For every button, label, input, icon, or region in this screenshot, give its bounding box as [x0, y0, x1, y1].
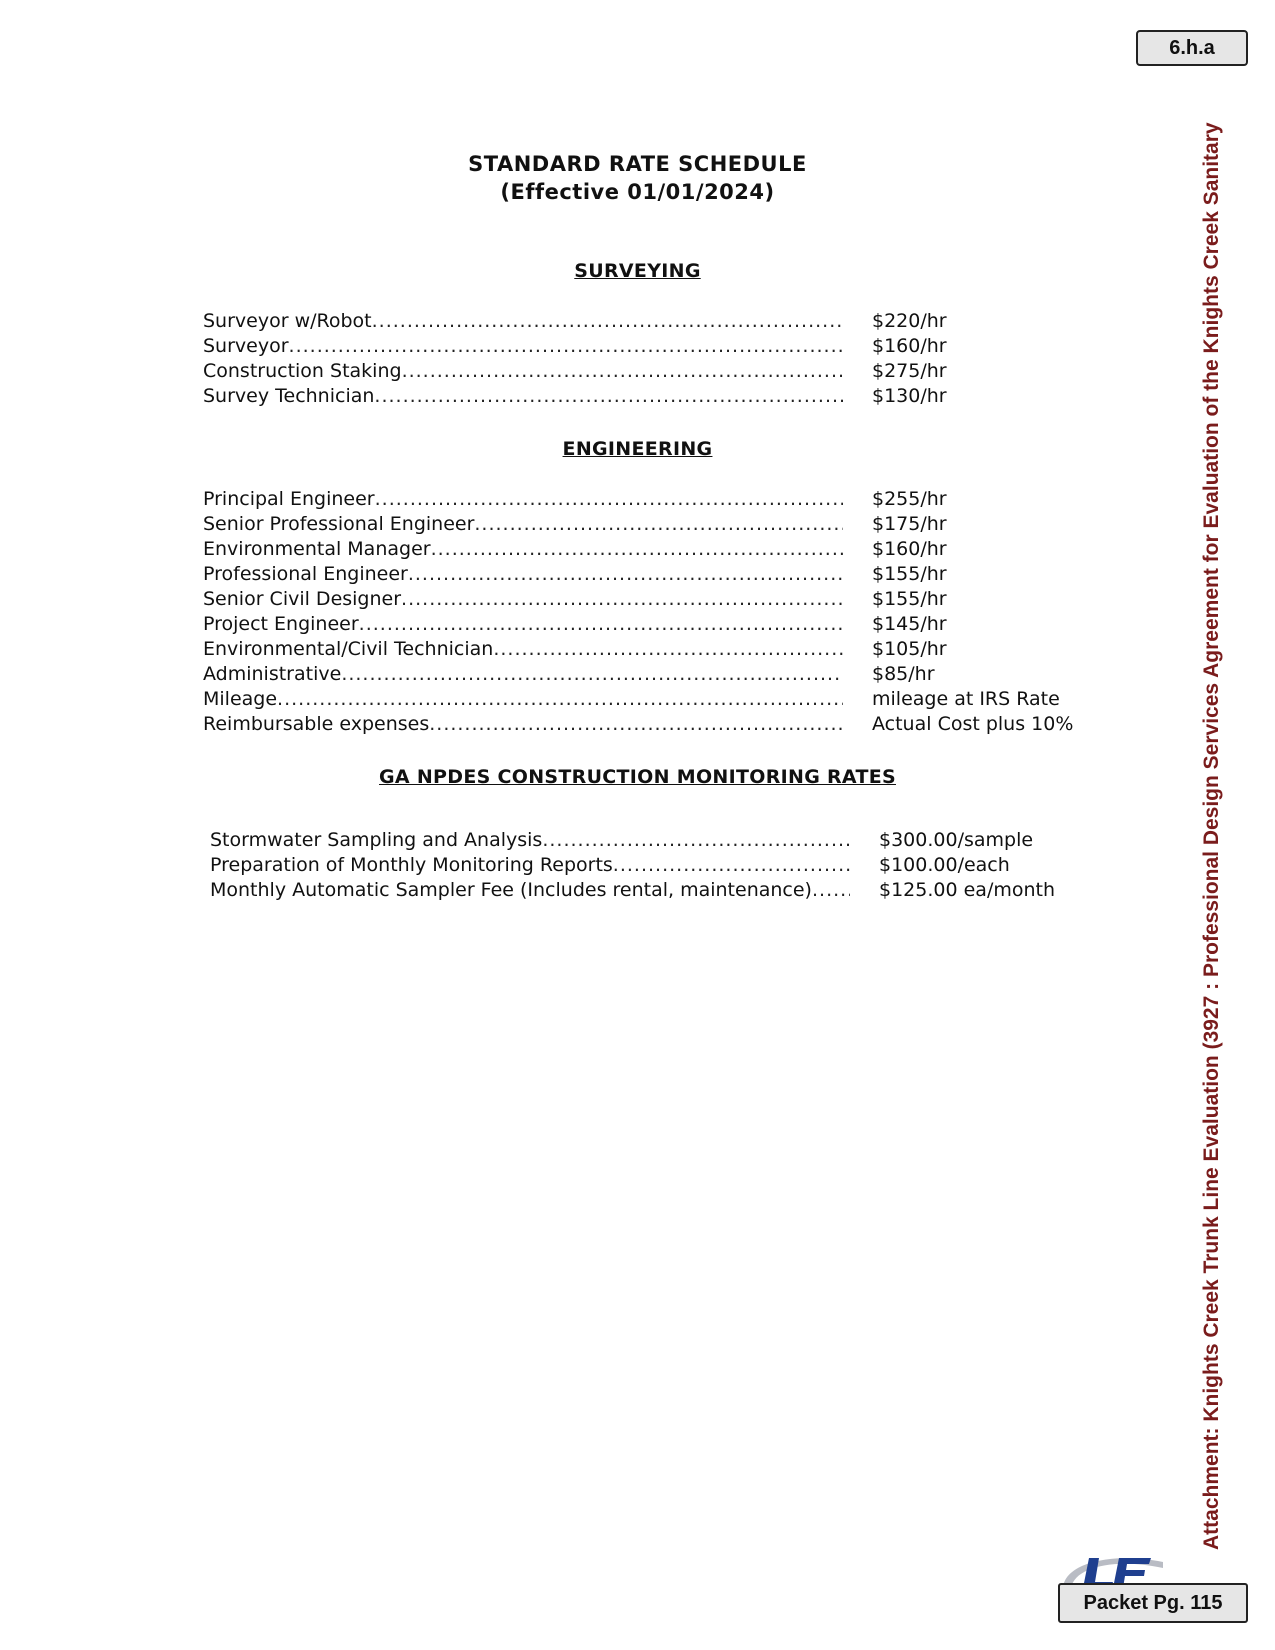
surveying-rate-list: [203, 310, 947, 410]
rate-value: $105/hr: [872, 638, 947, 660]
rate-label: Stormwater Sampling and Analysis: [210, 829, 543, 851]
rate-value: $255/hr: [872, 488, 947, 510]
rate-value: Actual Cost plus 10%: [872, 713, 1074, 735]
rate-label: Project Engineer: [203, 613, 359, 635]
rate-row: [210, 879, 1056, 904]
rate-row: [203, 513, 947, 538]
rate-row: [210, 829, 1034, 854]
surveying-heading: SURVEYING: [574, 260, 701, 282]
rate-value: $125.00 ea/month: [879, 879, 1056, 901]
rate-label: Mileage: [203, 688, 278, 710]
engineering-heading: ENGINEERING: [562, 438, 713, 460]
rate-label: Administrative: [203, 663, 342, 685]
rate-row: [203, 688, 1060, 713]
rate-label: Professional Engineer: [203, 563, 408, 585]
dot-leader: [359, 613, 843, 635]
rate-row: [203, 335, 947, 360]
rate-value: $275/hr: [872, 360, 947, 382]
dot-leader: [613, 854, 850, 876]
rate-value: $100.00/each: [879, 854, 1010, 876]
rate-row: [203, 613, 947, 638]
dot-leader: [812, 879, 850, 901]
dot-leader: [474, 513, 843, 535]
dot-leader: [372, 310, 843, 332]
attachment-caption: Attachment: Knights Creek Trunk Line Evaluation (3927 : Professional Design Services Agreement for Evaluation of the Knights Creek Sanitary: [1200, 122, 1223, 1550]
rate-row: [203, 563, 947, 588]
rate-label: Senior Civil Designer: [203, 588, 402, 610]
page-title: STANDARD RATE SCHEDULE: [468, 152, 807, 176]
rate-label: Surveyor: [203, 335, 289, 357]
rate-label: Construction Staking: [203, 360, 402, 382]
engineering-rate-list: [203, 488, 1074, 738]
rate-label: Preparation of Monthly Monitoring Reports: [210, 854, 613, 876]
rate-row: [203, 713, 1074, 738]
rate-value: $160/hr: [872, 538, 947, 560]
rate-label: Surveyor w/Robot: [203, 310, 372, 332]
rate-row: [203, 638, 947, 663]
packet-page-tag: Packet Pg. 115: [1058, 1583, 1248, 1623]
dot-leader: [374, 385, 843, 407]
rate-label: Survey Technician: [203, 385, 375, 407]
rate-row: [203, 310, 947, 335]
npdes-heading: GA NPDES CONSTRUCTION MONITORING RATES: [379, 766, 896, 788]
rate-value: $145/hr: [872, 613, 947, 635]
dot-leader: [493, 638, 843, 660]
rate-row: [210, 854, 1010, 879]
rate-label: Principal Engineer: [203, 488, 375, 510]
rate-row: [203, 385, 947, 410]
rate-label: Reimbursable expenses: [203, 713, 430, 735]
dot-leader: [429, 713, 843, 735]
dot-leader: [408, 563, 843, 585]
rate-value: $85/hr: [872, 663, 935, 685]
dot-leader: [289, 335, 843, 357]
dot-leader: [375, 488, 843, 510]
rate-value: mileage at IRS Rate: [872, 688, 1060, 710]
dot-leader: [542, 829, 850, 851]
dot-leader: [277, 688, 843, 710]
npdes-rate-list: [210, 829, 1056, 904]
dot-leader: [341, 663, 843, 685]
rate-row: [203, 588, 947, 613]
rate-value: $300.00/sample: [879, 829, 1034, 851]
rate-label: Monthly Automatic Sampler Fee (Includes rental, maintenance): [210, 879, 812, 901]
rate-value: $175/hr: [872, 513, 947, 535]
rate-value: $220/hr: [872, 310, 947, 332]
rate-label: Environmental Manager: [203, 538, 431, 560]
rate-row: [203, 488, 947, 513]
dot-leader: [401, 588, 843, 610]
rate-value: $155/hr: [872, 563, 947, 585]
rate-value: $155/hr: [872, 588, 947, 610]
rate-value: $160/hr: [872, 335, 947, 357]
section-tag: 6.h.a: [1136, 30, 1248, 66]
dot-leader: [431, 538, 843, 560]
rate-label: Senior Professional Engineer: [203, 513, 475, 535]
rate-row: [203, 663, 935, 688]
rate-label: Environmental/Civil Technician: [203, 638, 494, 660]
dot-leader: [402, 360, 843, 382]
rate-row: [203, 360, 947, 385]
page-subtitle: (Effective 01/01/2024): [500, 180, 775, 204]
rate-row: [203, 538, 947, 563]
rate-value: $130/hr: [872, 385, 947, 407]
